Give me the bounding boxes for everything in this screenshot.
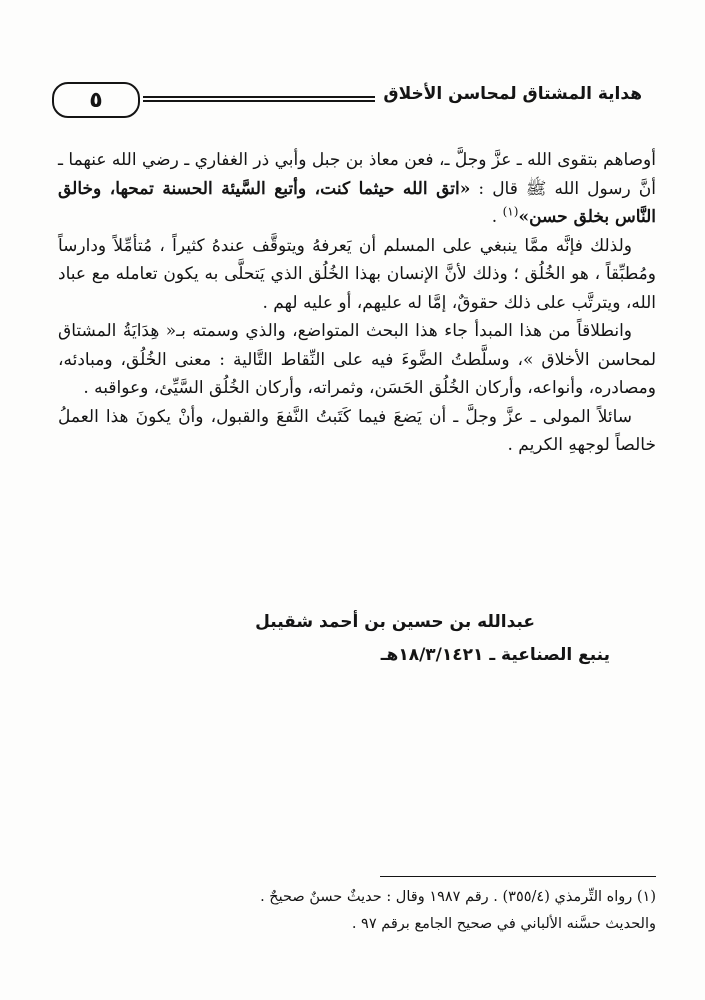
page-number: ٥ <box>52 82 140 118</box>
footnote-1: (١) رواه التِّرمذي (٣٥٥/٤) . رقم ١٩٨٧ وقال : حديثٌ حسنٌ صحيحٌ . <box>260 889 656 905</box>
paragraph-1 <box>58 146 656 232</box>
paragraph-2: ولذلك فإنَّه ممَّا ينبغي على المسلم أن يَعرفهُ ويتوقَّف عندهُ كثيراً ، مُتأمِّلاً ودارساً ومُطبِّقاً ، هو الخُلُق ؛ وذلك لأنَّ الإنسان بهذا الخُلُق الذي يَتحلَّى به يكون تعامله مع عباد الله، ويترتَّب على ذلك حقوقٌ، إمَّا له عليهم، أو عليه لهم . <box>58 235 656 313</box>
hadith-quote: «اتق الله حيثما كنت، وأتبع السَّيئة الحسنة تمحها، وخالق النَّاس بخلق حسن» <box>58 178 656 227</box>
running-header <box>48 84 660 124</box>
paragraph-1-end: . <box>491 207 503 227</box>
author-name: عبدالله بن حسين بن أحمد شقيبل <box>255 612 535 632</box>
place-date: ينبع الصناعية ـ ١٨/٣/١٤٢١هـ <box>380 645 610 665</box>
main-text <box>58 146 656 460</box>
footnotes <box>58 884 656 938</box>
paragraph-4: سائلاً المولى ـ عزَّ وجلَّ ـ أن يَضعَ فيما كَتَبتُ النَّفعَ والقبول، وأنْ يكونَ هذا العملُ خالصاً لوجههِ الكريم . <box>58 406 656 455</box>
paragraph-3: وانطلاقاً من هذا المبدأ جاء هذا البحث المتواضع، والذي وسمته بـ« هِدَايَةُ المشتاق لمحاسن الأخلاق »، وسلَّطتُ الضَّوءَ فيه على النِّقاط التَّالية : معنى الخُلُق، ومبادئه، ومصادره، وأنواعه، وأركان الخُلُق الحَسَن، وثمراته، وأركان الخُلُق السَّيِّئ، وعواقبه . <box>58 321 656 398</box>
author-signature <box>110 606 610 672</box>
footnote-divider <box>380 876 656 877</box>
header-title: هداية المشتاق لمحاسن الأخلاق <box>375 84 650 104</box>
footnote-reference: (١) <box>502 204 519 219</box>
paragraph-1-intro: أوصاهم بتقوى الله ـ عزَّ وجلَّ ـ، فعن معاذ بن جبل وأبي ذر الغفاري ـ رضي الله عنهما ـ أنَّ رسول الله ﷺ قال : <box>58 150 656 199</box>
footnote-1-continued: والحديث حسَّنه الألباني في صحيح الجامع برقم ٩٧ . <box>351 916 656 932</box>
